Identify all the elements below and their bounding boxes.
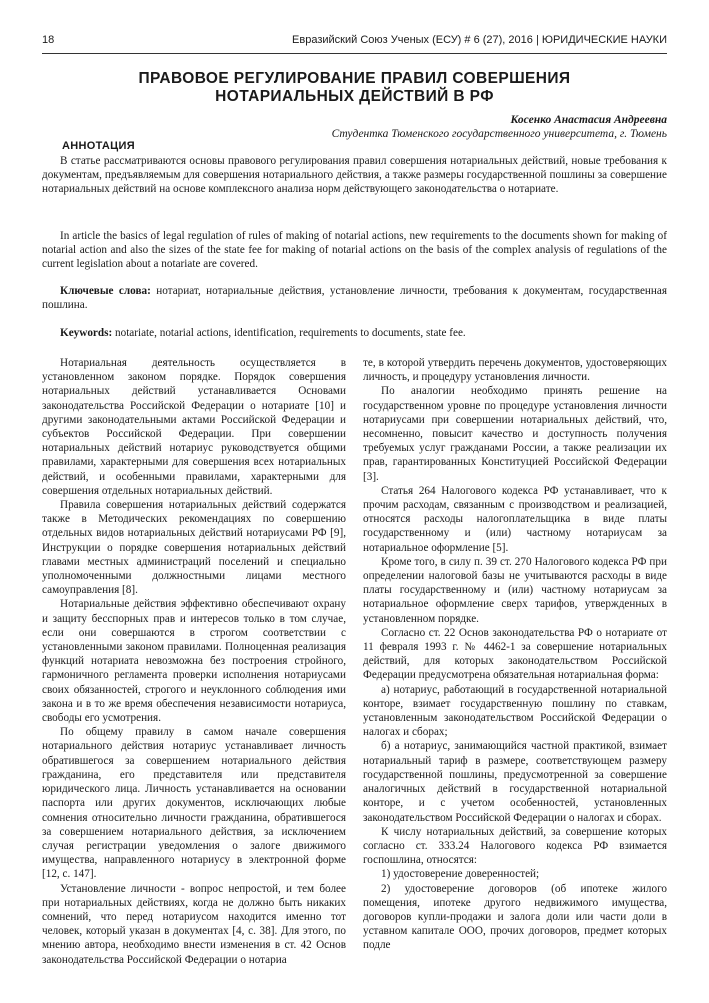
paragraph-continued: те, в которой утвердить перечень документов, удостоверяющих личность, и процедуру установления личности. (363, 357, 667, 384)
paragraph: Статья 264 Налогового кодекса РФ устанавливает, что к прочим расходам, связанным с производством и реализацией, относятся расходы налогоплательщика в виде платы государственному и (или) частному нотариусам за нотариальное оформление [5]. (363, 484, 667, 554)
list-item: 2) удостоверение договоров (об ипотеке жилого помещения, ипотеке другого недвижимого имущества, договоров купли-продажи и залога доли или части доли в уставном капитале ООО, прочих договоров, предмет которых подле (363, 882, 667, 952)
paragraph: По аналогии необходимо принять решение на государственном уровне по процедуре установления личности нотариусами при совершении нотариальных действий, что, несомненно, повысит качество и доступность получения требуемых услуг гражданами России, а также реализации их прав, гарантированных Конституцией Российской Федерации [3]. (363, 385, 667, 483)
keywords-ru (42, 284, 667, 312)
keywords-ru-list: нотариат, нотариальные действия, установление личности, требования к документам, государственная пошлина. (42, 285, 668, 312)
body-column-left (42, 356, 346, 967)
article-title (42, 70, 667, 106)
abstract-ru: В статье рассматриваются основы правового регулирования правил совершения нотариальных действий, новые требования к документам, предъявляемым для совершения нотариального действия, а также размеры государственной пошлины за совершение нотариальных действий на основе комплексного анализа норм действующего законодательства о нотариате. (42, 155, 667, 196)
author-name: Косенко Анастасия Андреевна (510, 114, 667, 126)
journal-name: Евразийский Союз Ученых (ЕСУ) # 6 (27), 2016 | ЮРИДИЧЕСКИЕ НАУКИ (292, 34, 667, 46)
abstract-heading: АННОТАЦИЯ (62, 140, 135, 152)
body-column-right (363, 356, 667, 953)
title-line-2: НОТАРИАЛЬНЫХ ДЕЙСТВИЙ В РФ (215, 88, 494, 105)
list-item: а) нотариус, работающий в государственной нотариальной конторе, взимает государственную пошлину по ставкам, установленным законодательством Российской Федерации о налогах и сборах; (363, 683, 667, 739)
paragraph: К числу нотариальных действий, за совершение которых согласно ст. 333.24 Налогового кодекса РФ взимается госпошлина, относятся: (363, 825, 667, 867)
list-item: 1) удостоверение доверенностей; (381, 868, 540, 881)
keywords-en-label: Keywords: (60, 327, 113, 339)
keywords-en (42, 326, 667, 340)
running-header (42, 34, 667, 50)
paragraph: По общему правилу в самом начале совершения нотариального действия нотариус устанавливает личность обратившегося за совершением нотариального действия гражданина, его представителя или представителя юридического лица. Личность устанавливается на основании паспорта или других документов, исключающих любые сомнения относительно личности гражданина, обратившегося за совершением нотариального действия, за исключением случая регистрации уведомления о залоге движимого имущества, направленного нотариусу в электронной форме [12, с. 147]. (42, 726, 346, 881)
page-number: 18 (42, 34, 55, 46)
title-line-1: ПРАВОВОЕ РЕГУЛИРОВАНИЕ ПРАВИЛ СОВЕРШЕНИЯ (138, 70, 571, 87)
keywords-en-list: notariate, notarial actions, identification, requirements to documents, state fee. (115, 327, 466, 339)
abstract-en: In article the basics of legal regulation of rules of making of notarial actions, new requirements to the documents shown for making of notarial action and also the sizes of the state fee for making of notarial actions on the basis of the complex analysis of regulations of the current legislation about a notariate are covered. (42, 230, 667, 271)
paragraph: Правила совершения нотариальных действий содержатся также в Методических рекомендациях по совершению отдельных видов нотариальных действий нотариусами РФ [9], Инструкции о порядке совершения нотариальных действий главами местных администраций поселений и специально уполномоченными должностными лицами местного самоуправления [8]. (42, 499, 346, 597)
header-rule (42, 53, 667, 54)
paragraph: Кроме того, в силу п. 39 ст. 270 Налогового кодекса РФ при определении налоговой базы не учитываются расходы в виде платы государственному и (или) частному нотариусам за нотариальное оформление сверх тарифов, утвержденных в установленном порядке. (363, 555, 667, 625)
keywords-ru-label: Ключевые слова: (60, 285, 151, 297)
paragraph: Нотариальная деятельность осуществляется в установленном законом порядке. Порядок совершения нотариальных действий устанавливается Основами законодательства Российской Федерации о нотариате [10] и другими законодательными актами Российской Федерации и субъектов Российской Федерации. При совершении нотариальных действий нотариус руководствуется общими правилами, характерными для совершения всех нотариальных действий, и особенными правилами, характерными для совершения отдельных нотариальных действий. (42, 357, 346, 497)
paragraph: Нотариальные действия эффективно обеспечивают охрану и защиту бесспорных прав и интересов только в том случае, если они совершаются в строгом соответствии с установленными законом правилами. Полноценная реализация функций нотариата невозможна без построения стройного, гармоничного регламента проверки исполнения нотариусами своих обязанностей, строгого и неуклонного соблюдения ими закона и в то же время обеспечения независимости нотариуса, свободы его усмотрения. (42, 598, 346, 725)
paragraph: Установление личности - вопрос непростой, и тем более при нотариальных действиях, когда не должно быть никаких сомнений, что перед нотариусом находится именно тот человек, который указан в документах [4, с. 38]. Для этого, по мнению автора, необходимо внести изменения в ст. 42 Основ законодательства Российской Федерации о нотариа (42, 882, 346, 966)
paragraph: Согласно ст. 22 Основ законодательства РФ о нотариате от 11 февраля 1993 г. № 4462-1 за совершение нотариальных действий, для которых законодательством Российской Федерации предусмотрена обязательная нотариальная форма: (363, 626, 667, 682)
author-affiliation: Студентка Тюменского государственного университета, г. Тюмень (331, 128, 667, 140)
list-item: б) а нотариус, занимающийся частной практикой, взимает нотариальный тариф в размере, соответствующем размеру государственной пошлины, предусмотренной за совершение аналогичных действий в государственной нотариальной конторе, и с учетом особенностей, установленных законодательством Российской Федерации о налогах и сборах. (363, 740, 667, 824)
